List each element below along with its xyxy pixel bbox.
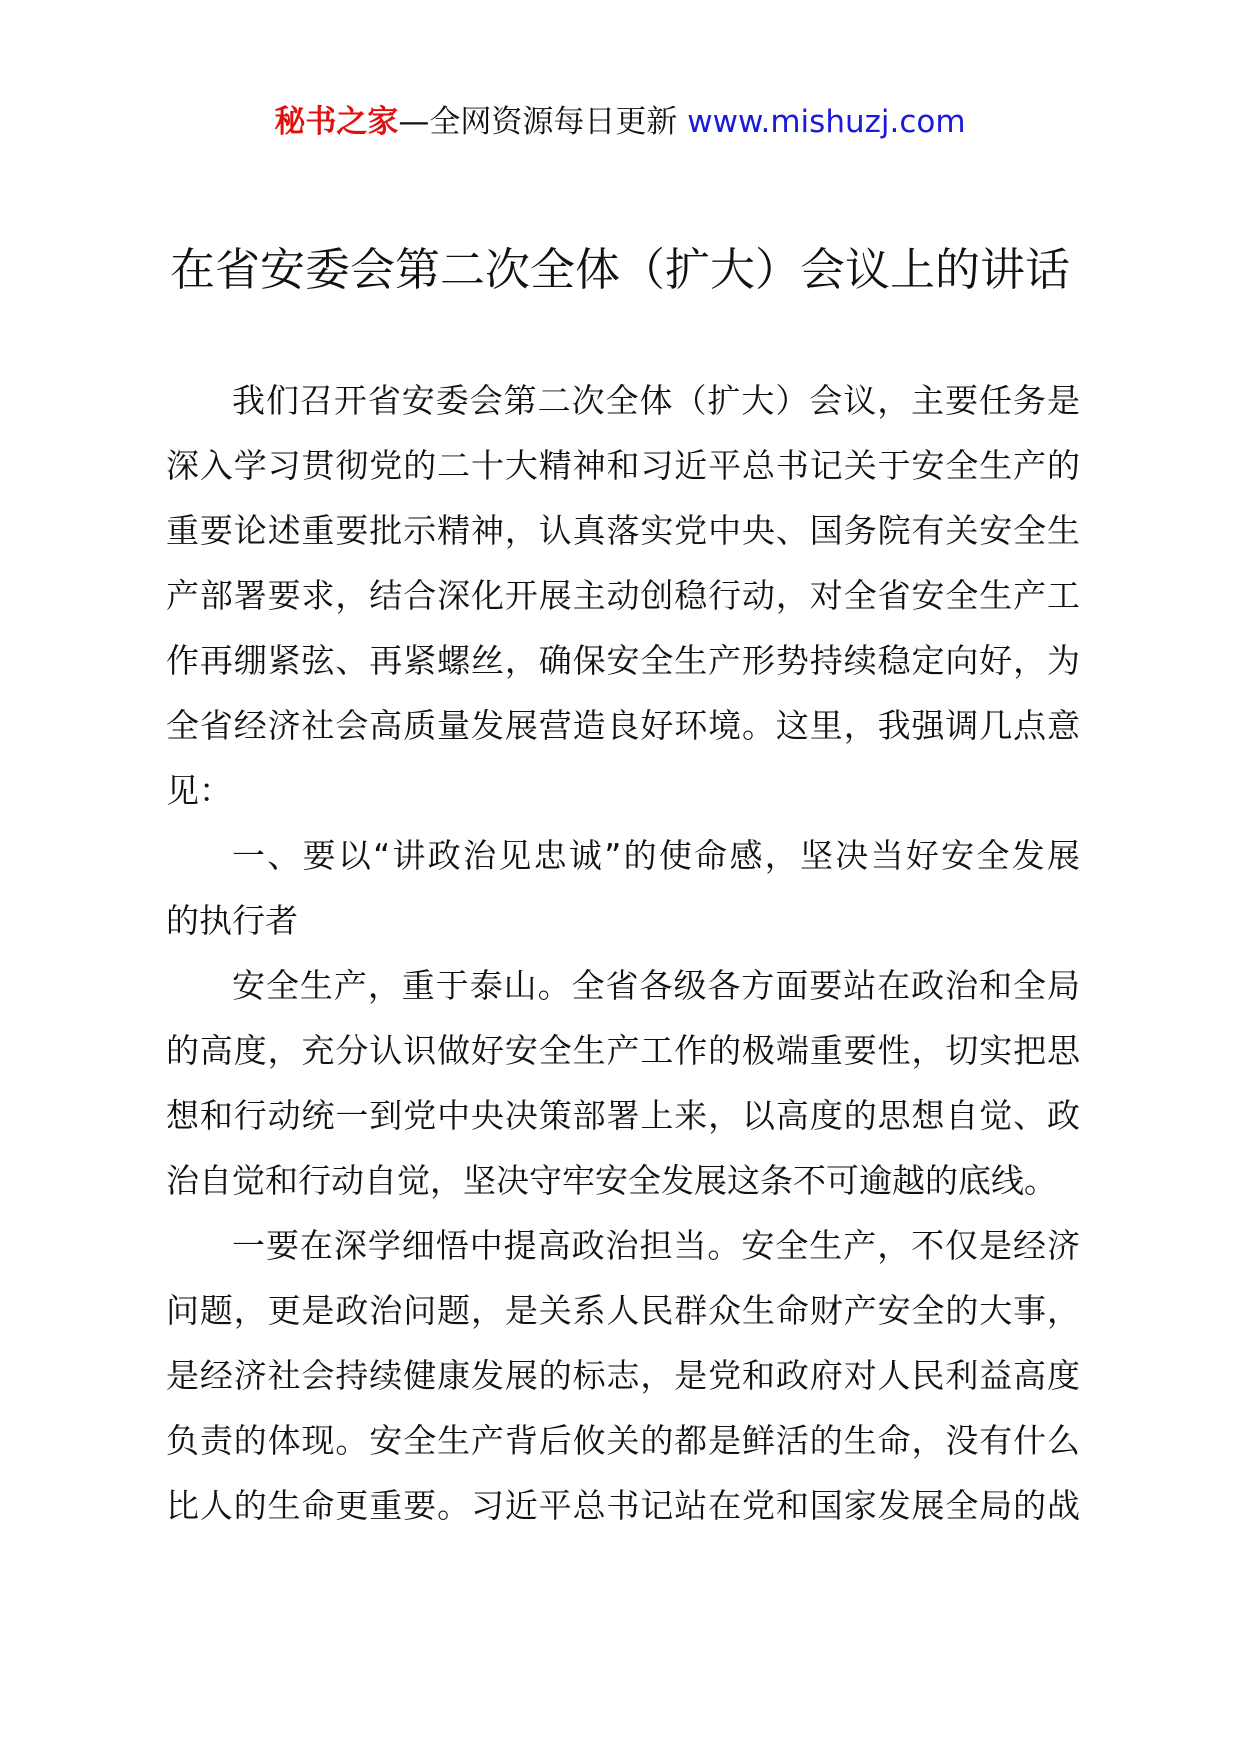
site-url-link[interactable]: www.mishuzj.com [687,104,966,140]
document-body [166,368,1080,1538]
paragraph-line: 治自觉和行动自觉，坚决守牢安全发展这条不可逾越的底线。 [166,1161,1057,1200]
paragraph-line: 想和行动统一到党中央决策部署上来，以高度的思想自觉、政 [166,1096,1080,1135]
paragraph-line: 深入学习贯彻党的二十大精神和习近平总书记关于安全生产的 [166,446,1080,485]
paragraph-line: 安全生产，重于泰山。全省各级各方面要站在政治和全局 [232,966,1080,1005]
paragraph-line: 是经济社会持续健康发展的标志，是党和政府对人民利益高度 [166,1356,1080,1395]
site-brand: 秘书之家 [274,104,399,140]
paragraph-line: 问题，更是政治问题，是关系人民群众生命财产安全的大事， [166,1291,1080,1330]
paragraph-line: 重要论述重要批示精神，认真落实党中央、国务院有关安全生 [166,511,1080,550]
paragraph-line: 一要在深学细悟中提高政治担当。安全生产，不仅是经济 [232,1226,1080,1265]
site-header [0,100,1240,144]
paragraph-line: 作再绷紧弦、再紧螺丝，确保安全生产形势持续稳定向好，为 [166,641,1080,680]
paragraph-line: 全省经济社会高质量发展营造良好环境。这里，我强调几点意 [166,706,1080,745]
site-tagline: —全网资源每日更新 [398,104,678,140]
paragraph-line: 产部署要求，结合深化开展主动创稳行动，对全省安全生产工 [166,576,1080,615]
section-heading-line: 的执行者 [166,901,298,940]
paragraph-line: 负责的体现。安全生产背后攸关的都是鲜活的生命，没有什么 [166,1421,1080,1460]
paragraph-line: 比人的生命更重要。习近平总书记站在党和国家发展全局的战 [166,1486,1080,1525]
paragraph-line: 我们召开省安委会第二次全体（扩大）会议，主要任务是 [232,381,1080,420]
paragraph-line: 的高度，充分认识做好安全生产工作的极端重要性，切实把思 [166,1031,1080,1070]
paragraph-line: 见： [166,771,232,810]
section-heading-line: 一、要以“讲政治见忠诚”的使命感，坚决当好安全发展 [232,836,1080,875]
document-title: 在省安委会第二次全体（扩大）会议上的讲话 [169,243,1070,296]
